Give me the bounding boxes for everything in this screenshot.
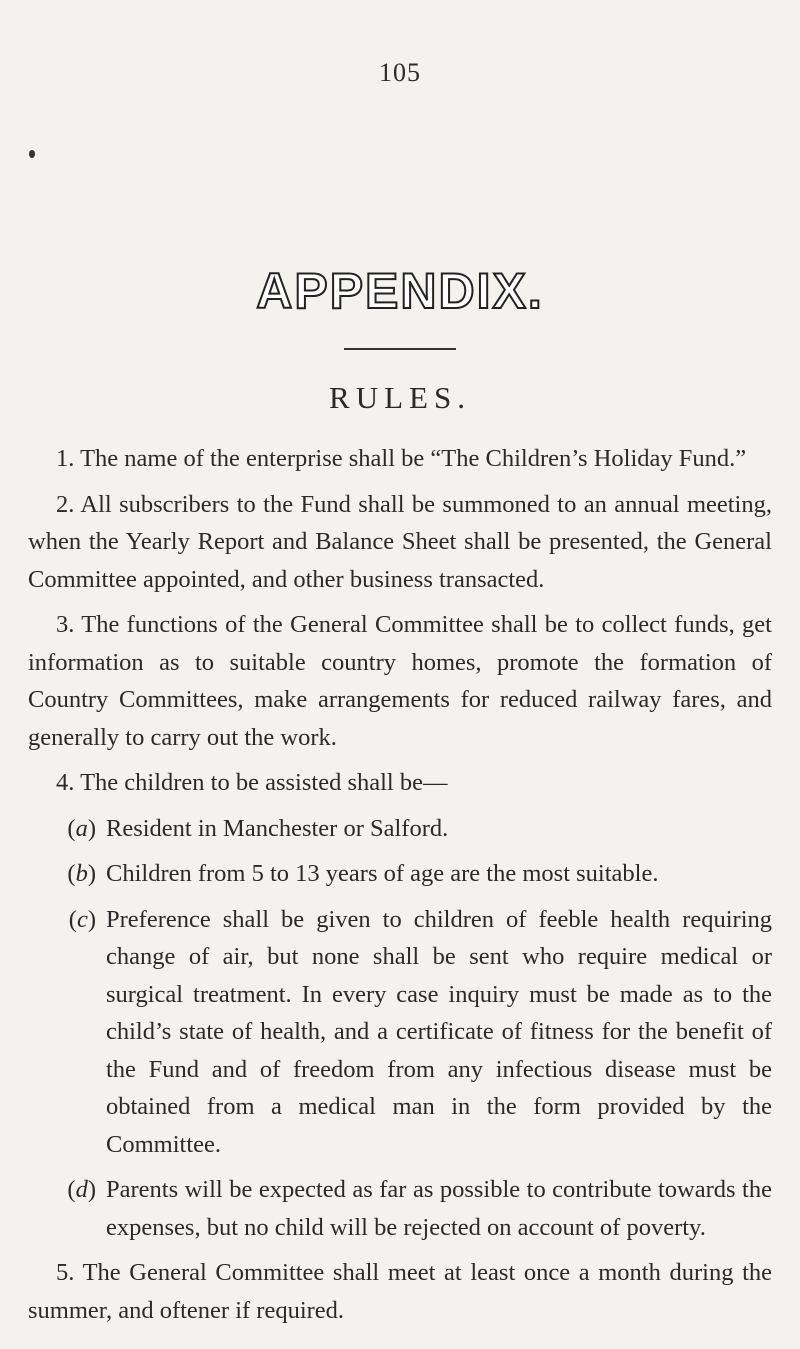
title-divider xyxy=(344,348,456,350)
appendix-title: APPENDIX. xyxy=(256,263,544,319)
rule-number: 1. xyxy=(56,445,75,472)
page-number: 105 xyxy=(379,58,421,87)
rule-4-intro xyxy=(0,764,800,802)
rule-4 xyxy=(0,764,800,1246)
rule-number: 4. xyxy=(56,769,75,796)
rules-heading: RULES. xyxy=(329,380,471,415)
rule-number: 2. xyxy=(56,490,75,518)
sub-item-text: Parents will be expected as far as possible to contribute towards the expenses, but no child will be rejected on account of poverty. xyxy=(106,1176,772,1241)
rule-3 xyxy=(0,606,800,756)
sub-item-marker: (a) xyxy=(67,814,96,842)
sub-item-d xyxy=(0,1171,800,1246)
rule-number: 5. xyxy=(56,1259,75,1286)
rule-text: The General Committee shall meet at least once a month during the summer, and oftener if required. xyxy=(28,1259,773,1324)
rule-5 xyxy=(0,1254,800,1329)
rules-body xyxy=(0,440,800,1337)
rule-2 xyxy=(0,486,800,599)
rule-text: The children to be assisted shall be— xyxy=(80,769,448,796)
sub-item-b xyxy=(0,855,800,893)
rule-text: The name of the enterprise shall be “The Children’s Holiday Fund.” xyxy=(80,445,747,472)
sub-item-marker: (d) xyxy=(67,1176,96,1203)
sub-item-text: Resident in Manchester or Salford. xyxy=(106,814,449,842)
sub-item-a xyxy=(0,810,800,848)
sub-item-text: Preference shall be given to children of feeble health requiring change of air, but none shall be sent who require medical or surgical treatment. In every case inquiry must be made as to the child’s state of health, and a certificate of fitness for the benefit of the Fund and of freedom from any infectious disease must be obtained from a medical man in the form provided by the Committee. xyxy=(106,905,772,1158)
ink-speck xyxy=(29,150,35,158)
sub-item-text: Children from 5 to 13 years of age are the most suitable. xyxy=(106,860,659,887)
sub-item-marker: (c) xyxy=(68,905,96,933)
sub-item-marker: (b) xyxy=(67,860,96,887)
rule-text: All subscribers to the Fund shall be summoned to an annual meeting, when the Yearly Report and Balance Sheet shall be presented, the General Committee appointed, and other business transacted. xyxy=(28,490,772,593)
rule-1 xyxy=(0,440,800,478)
rule-text: The functions of the General Committee shall be to collect funds, get information as to suitable country homes, promote the formation of Country Committees, make arrangements for reduced railway fares, and generally to carry out the work. xyxy=(28,611,772,751)
rule-number: 3. xyxy=(56,611,75,638)
sub-item-c xyxy=(0,901,800,1164)
